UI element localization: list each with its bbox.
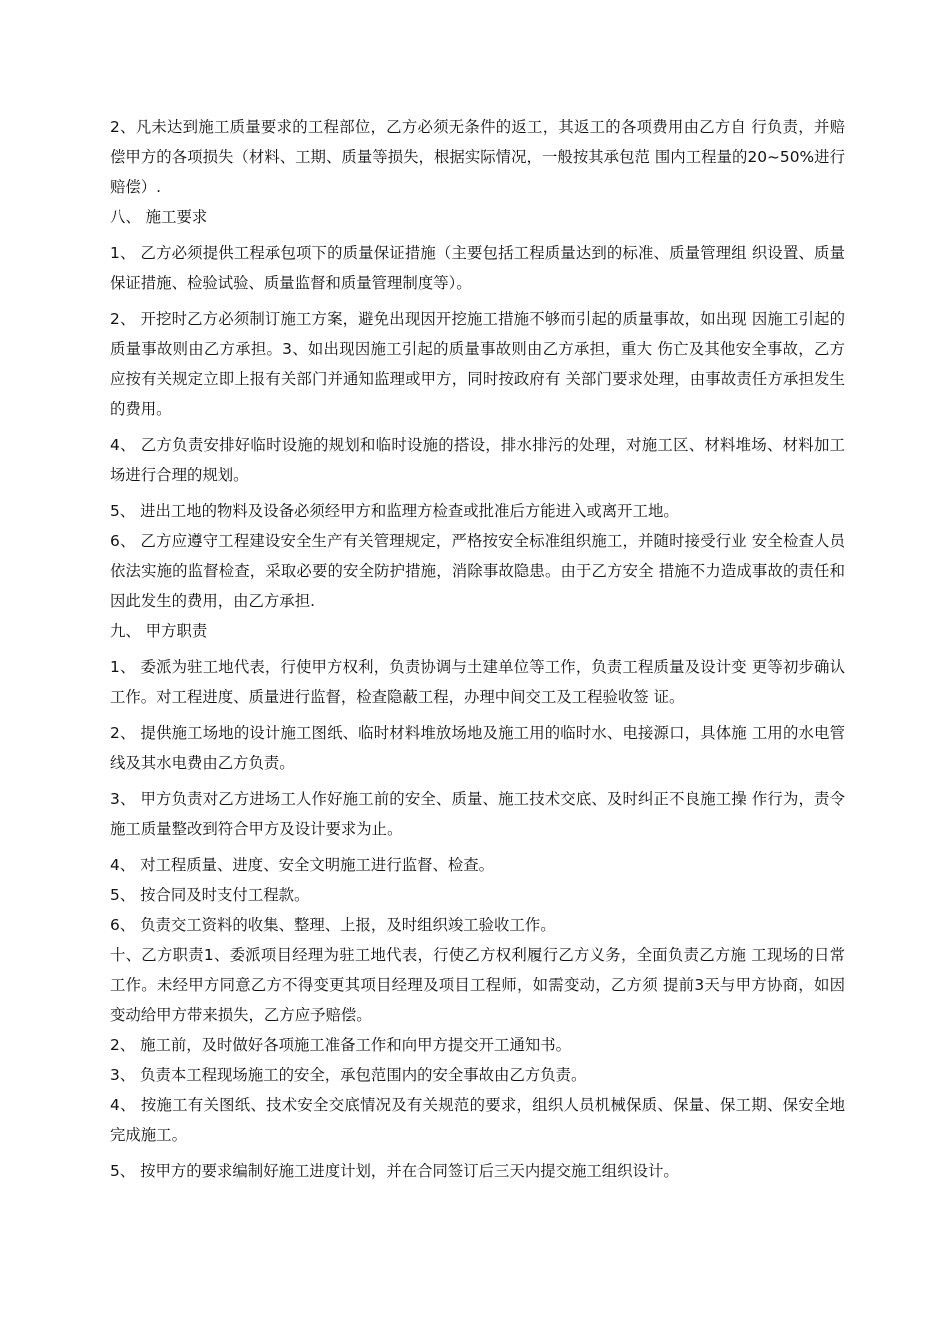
paragraph-req-6: 6、 乙方应遵守工程建设安全生产有关管理规定，严格按安全标准组织施工，并随时接受行业 安全检查人员依法实施的监督检查，采取必要的安全防护措施，消除事故隐患。由于乙方安全 措施不力造成事故的责任和因此发生的费用，由乙方承担. [110,532,845,610]
document-page [110,112,845,1186]
paragraph-party-b-5: 5、 按甲方的要求编制好施工进度计划，并在合同签订后三天内提交施工组织设计。 [110,1162,679,1180]
paragraph-party-a-1: 1、 委派为驻工地代表，行使甲方权利，负责协调与土建单位等工作，负责工程质量及设计变 更等初步确认工作。对工程进度、质量进行监督，检查隐蔽工程，办理中间交工及工程验收签 证。 [110,658,845,706]
paragraph-party-b-2: 2、 施工前，及时做好各项施工准备工作和向甲方提交开工通知书。 [110,1036,572,1054]
paragraph-req-5: 5、 进出工地的物料及设备必须经甲方和监理方检查或批准后方能进入或离开工地。 [110,502,679,520]
paragraph-party-a-3: 3、 甲方负责对乙方进场工人作好施工前的安全、质量、施工技术交底、及时纠正不良施工操 作行为，责令施工质量整改到符合甲方及设计要求为止。 [110,790,845,838]
paragraph-party-a-5: 5、 按合同及时支付工程款。 [110,886,310,904]
section-heading-party-a-duties: 九、 甲方职责 [110,622,208,640]
paragraph-party-b-3: 3、 负责本工程现场施工的安全，承包范围内的安全事故由乙方负责。 [110,1066,587,1084]
paragraph-party-a-2: 2、 提供施工场地的设计施工图纸、临时材料堆放场地及施工用的临时水、电接源口，具体施 工用的水电管线及其水电费由乙方负责。 [110,724,845,772]
paragraph-req-1: 1、 乙方必须提供工程承包项下的质量保证措施（主要包括工程质量达到的标准、质量管理组 织设置、质量保证措施、检验试验、质量监督和质量管理制度等）。 [110,244,845,292]
paragraph-party-b-4: 4、 按施工有关图纸、技术安全交底情况及有关规范的要求，组织人员机械保质、保量、保工期、保安全地完成施工。 [110,1096,845,1144]
paragraph-party-a-6: 6、 负责交工资料的收集、整理、上报，及时组织竣工验收工作。 [110,916,556,934]
paragraph-req-4: 4、 乙方负责安排好临时设施的规划和临时设施的搭设，排水排污的处理，对施工区、材料堆场、材料加工场进行合理的规划。 [110,436,845,484]
paragraph-party-a-4: 4、 对工程质量、进度、安全文明施工进行监督、检查。 [110,856,495,874]
section-heading-construction-requirements: 八、 施工要求 [110,208,208,226]
paragraph-req-2: 2、 开挖时乙方必须制订施工方案，避免出现因开挖施工措施不够而引起的质量事故，如出现 因施工引起的质量事故则由乙方承担。3、如出现因施工引起的质量事故则由乙方承担，重大 伤亡及其他安全事故，乙方应按有关规定立即上报有关部门并通知监理或甲方，同时按政府有 关部门要求处理，由事故责任方承担发生的费用。 [110,310,845,418]
paragraph-party-b-1: 十、乙方职责1、委派项目经理为驻工地代表，行使乙方权利履行乙方义务，全面负责乙方施 工现场的日常工作。未经甲方同意乙方不得变更其项目经理及项目工程师，如需变动，乙方须 提前3天与甲方协商，如因变动给甲方带来损失，乙方应予赔偿。 [110,946,845,1024]
paragraph-quality-rework: 2、凡未达到施工质量要求的工程部位，乙方必须无条件的返工，其返工的各项费用由乙方自 行负责，并赔偿甲方的各项损失（材料、工期、质量等损失，根据实际情况，一般按其承包范 围内工程量的20~50%进行赔偿）. [110,118,845,196]
